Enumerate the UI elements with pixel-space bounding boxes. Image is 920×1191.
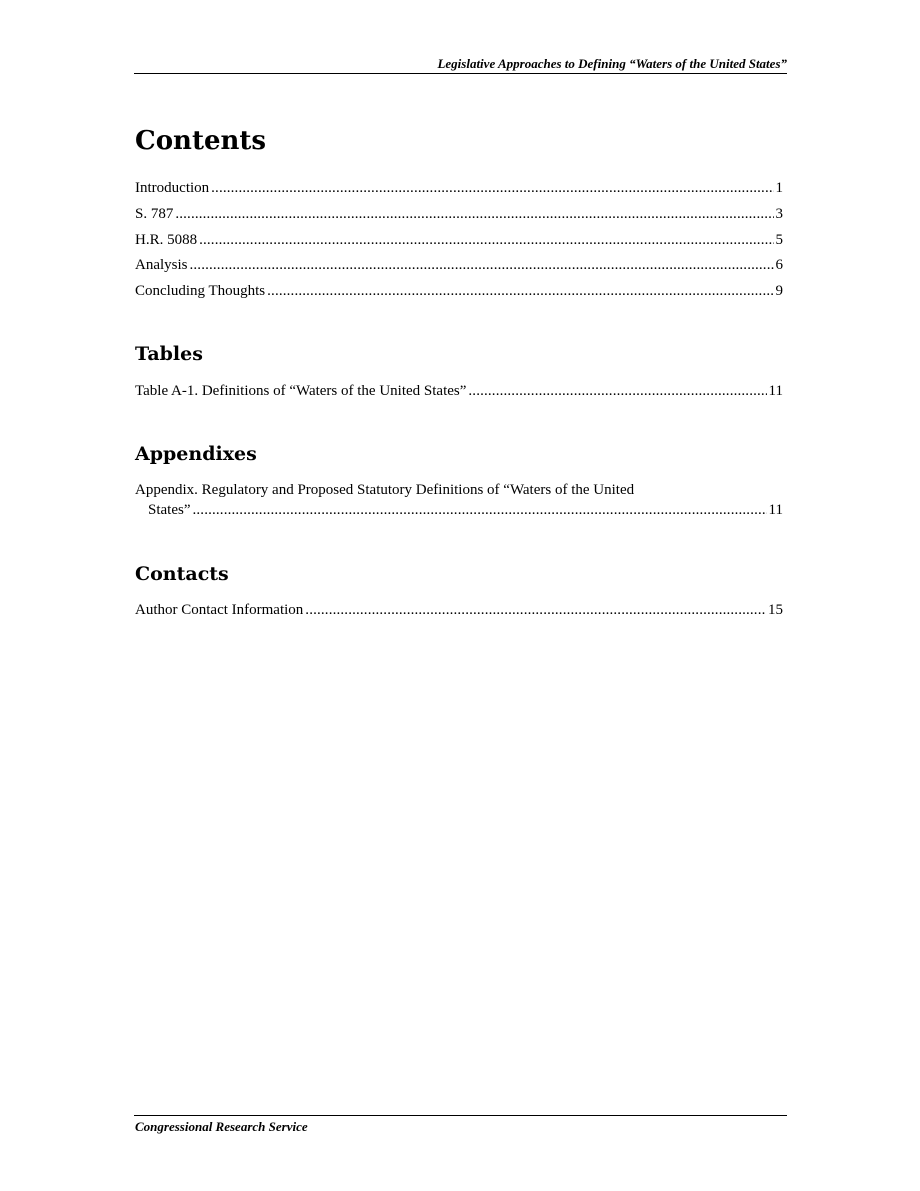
toc-entry-page: 9 [775, 283, 783, 300]
toc-entry-label: Analysis [135, 257, 188, 274]
toc-entry-hr5088[interactable] [135, 228, 783, 254]
toc-entry-page: 15 [768, 602, 783, 618]
toc-entry-label: Concluding Thoughts [135, 283, 266, 300]
toc-entry-label: Appendix. Regulatory and Proposed Statutory Definitions of “Waters of the United [135, 482, 635, 498]
toc-entry-analysis[interactable] [135, 253, 783, 279]
contacts-heading: Contacts [135, 563, 229, 585]
dot-leader [211, 178, 773, 198]
toc-entry-page: 3 [775, 205, 783, 222]
toc-entry-page: 11 [768, 383, 783, 399]
toc-entry-author-contact[interactable] [135, 598, 783, 624]
contents-heading: Contents [135, 126, 267, 156]
contacts-list [135, 598, 783, 624]
toc-entry-concluding-thoughts[interactable] [135, 279, 783, 305]
toc-entry-label: H.R. 5088 [135, 231, 198, 248]
toc-entry-continuation [135, 500, 783, 522]
dot-leader [190, 255, 774, 275]
appendixes-list [135, 480, 783, 522]
dot-leader [305, 600, 766, 620]
dot-leader [175, 204, 773, 224]
toc-entry-label: Introduction [135, 180, 210, 196]
dot-leader [468, 381, 766, 401]
toc-entry-page: 1 [775, 180, 783, 196]
dot-leader [199, 230, 773, 250]
dot-leader [193, 500, 767, 520]
toc-entry-table-a1[interactable] [135, 379, 783, 405]
contents-list [135, 176, 783, 305]
toc-entry-page: 11 [768, 502, 783, 518]
footer-organization: Congressional Research Service [135, 1119, 308, 1134]
toc-entry-s787[interactable] [135, 202, 783, 228]
appendixes-heading: Appendixes [135, 443, 257, 465]
toc-entry-introduction[interactable] [135, 176, 783, 202]
toc-entry-page: 5 [775, 231, 783, 248]
toc-entry-label: Table A-1. Definitions of “Waters of the United States” [135, 383, 467, 399]
toc-entry-page: 6 [775, 257, 783, 274]
footer-rule [134, 1115, 787, 1116]
toc-entry-label: Author Contact Information [135, 602, 304, 618]
dot-leader [267, 281, 773, 301]
toc-entry-label: S. 787 [135, 205, 174, 222]
tables-heading: Tables [135, 343, 203, 365]
toc-entry-label-continued: States” [148, 502, 191, 518]
toc-entry-appendix[interactable] [135, 480, 783, 522]
header-rule [134, 73, 787, 74]
running-header: Legislative Approaches to Defining “Waters of the United States” [437, 56, 787, 71]
tables-list [135, 379, 783, 405]
